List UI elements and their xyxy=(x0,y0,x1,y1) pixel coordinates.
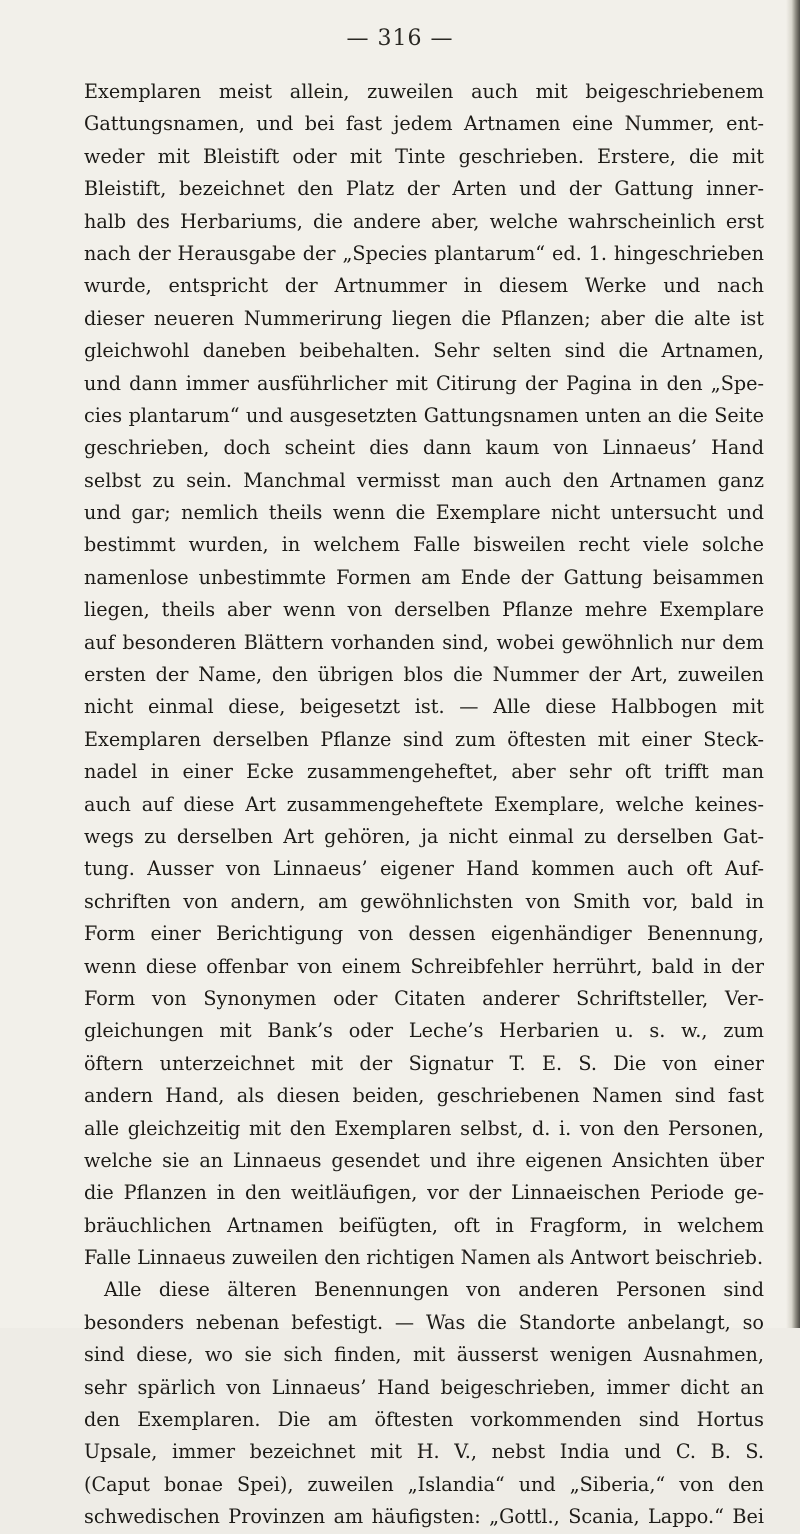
text-line: Form einer Berichtigung von dessen eigenhändiger Benennung, xyxy=(84,922,764,946)
text-line: namenlose unbestimmte Formen am Ende der Gattung beisammen xyxy=(84,565,764,589)
text-line: nadel in einer Ecke zusammengeheftet, aber sehr oft trifft man xyxy=(84,760,764,784)
text-line: Exemplaren meist allein, zuweilen auch mit beigeschriebenem xyxy=(84,80,764,103)
text-line: wurde, entspricht der Artnummer in diesem Werke und nach xyxy=(84,274,764,298)
text-line: liegen, theils aber wenn von derselben Pflanze mehre Exemplare xyxy=(84,598,764,622)
text-line: cies plantarum“ und ausgesetzten Gattungsnamen unten an die Seite xyxy=(84,403,764,427)
text-line: Alle diese älteren Benennungen von anderen Personen sind xyxy=(104,1278,764,1302)
text-line: Form von Synonymen oder Citaten anderer Schriftsteller, Ver- xyxy=(84,986,764,1010)
text-line: tung. Ausser von Linnaeus’ eigener Hand kommen auch oft Auf- xyxy=(84,857,764,881)
text-line: dieser neueren Nummerirung liegen die Pflanzen; aber die alte ist xyxy=(84,306,764,330)
text-line: Upsale, immer bezeichnet mit H. V., nebst India und C. B. S. xyxy=(84,1440,764,1464)
text-line: Exemplaren derselben Pflanze sind zum öftesten mit einer Steck- xyxy=(84,727,764,751)
text-line: nach der Herausgabe der „Species plantarum“ ed. 1. hingeschrieben xyxy=(84,241,764,265)
text-line: bräuchlichen Artnamen beifügten, oft in Fragform, in welchem xyxy=(84,1213,764,1237)
text-line: nicht einmal diese, beigesetzt ist. — Alle diese Halbbogen mit xyxy=(84,695,764,719)
text-line: geschrieben, doch scheint dies dann kaum von Linnaeus’ Hand xyxy=(84,436,764,460)
text-line: den Exemplaren. Die am öftesten vorkommenden sind Hortus xyxy=(84,1408,764,1432)
text-line: und gar; nemlich theils wenn die Exemplare nicht untersucht und xyxy=(84,501,764,525)
text-line: sehr spärlich von Linnaeus’ Hand beigeschrieben, immer dicht an xyxy=(84,1375,764,1399)
text-line: auf besonderen Blättern vorhanden sind, wobei gewöhnlich nur dem xyxy=(84,630,764,654)
text-line: gleichungen mit Bank’s oder Leche’s Herbarien u. s. w., zum xyxy=(84,1019,764,1043)
page-number-header: — 316 — xyxy=(346,26,454,51)
text-line: Falle Linnaeus zuweilen den richtigen Namen als Antwort beischrieb. xyxy=(84,1246,764,1270)
text-line: halb des Herbariums, die andere aber, welche wahrscheinlich erst xyxy=(84,209,764,233)
text-line: wegs zu derselben Art gehören, ja nicht einmal zu derselben Gat- xyxy=(84,824,764,848)
text-line: Gattungsnamen, und bei fast jedem Artnamen eine Nummer, ent- xyxy=(84,112,764,136)
text-line: die Pflanzen in den weitläufigen, vor der Linnaeischen Periode ge- xyxy=(84,1181,764,1205)
text-line: schwedischen Provinzen am häufigsten: „Gottl., Scania, Lappo.“ Bei xyxy=(84,1505,764,1529)
text-line: gleichwohl daneben beibehalten. Sehr selten sind die Artnamen, xyxy=(84,339,764,363)
text-line: besonders nebenan befestigt. — Was die Standorte anbelangt, so xyxy=(84,1310,764,1334)
text-line: und dann immer ausführlicher mit Citirung der Pagina in den „Spe- xyxy=(84,371,764,395)
text-line: bestimmt wurden, in welchem Falle bisweilen recht viele solche xyxy=(84,533,764,557)
text-line: sind diese, wo sie sich finden, mit äusserst wenigen Ausnahmen, xyxy=(84,1343,764,1367)
text-line: alle gleichzeitig mit den Exemplaren selbst, d. i. von den Personen, xyxy=(84,1116,764,1140)
text-line: selbst zu sein. Manchmal vermisst man auch den Artnamen ganz xyxy=(84,468,764,492)
text-line: weder mit Bleistift oder mit Tinte geschrieben. Erstere, die mit xyxy=(84,144,764,168)
text-line: (Caput bonae Spei), zuweilen „Islandia“ und „Siberia,“ von den xyxy=(84,1472,764,1496)
text-line: öftern unterzeichnet mit der Signatur T. E. S. Die von einer xyxy=(84,1051,764,1075)
text-line: wenn diese offenbar von einem Schreibfehler herrührt, bald in der xyxy=(84,954,764,978)
text-line: Bleistift, bezeichnet den Platz der Arten und der Gattung inner- xyxy=(84,177,764,201)
text-line: andern Hand, als diesen beiden, geschriebenen Namen sind fast xyxy=(84,1084,764,1108)
text-line: ersten der Name, den übrigen blos die Nummer der Art, zuweilen xyxy=(84,663,764,687)
text-line: welche sie an Linnaeus gesendet und ihre eigenen Ansichten über xyxy=(84,1148,764,1172)
page-body-text xyxy=(84,76,764,1534)
text-line: auch auf diese Art zusammengeheftete Exemplare, welche keines- xyxy=(84,792,764,816)
page-edge-shadow xyxy=(786,0,800,1328)
text-line: schriften von andern, am gewöhnlichsten von Smith vor, bald in xyxy=(84,889,764,913)
